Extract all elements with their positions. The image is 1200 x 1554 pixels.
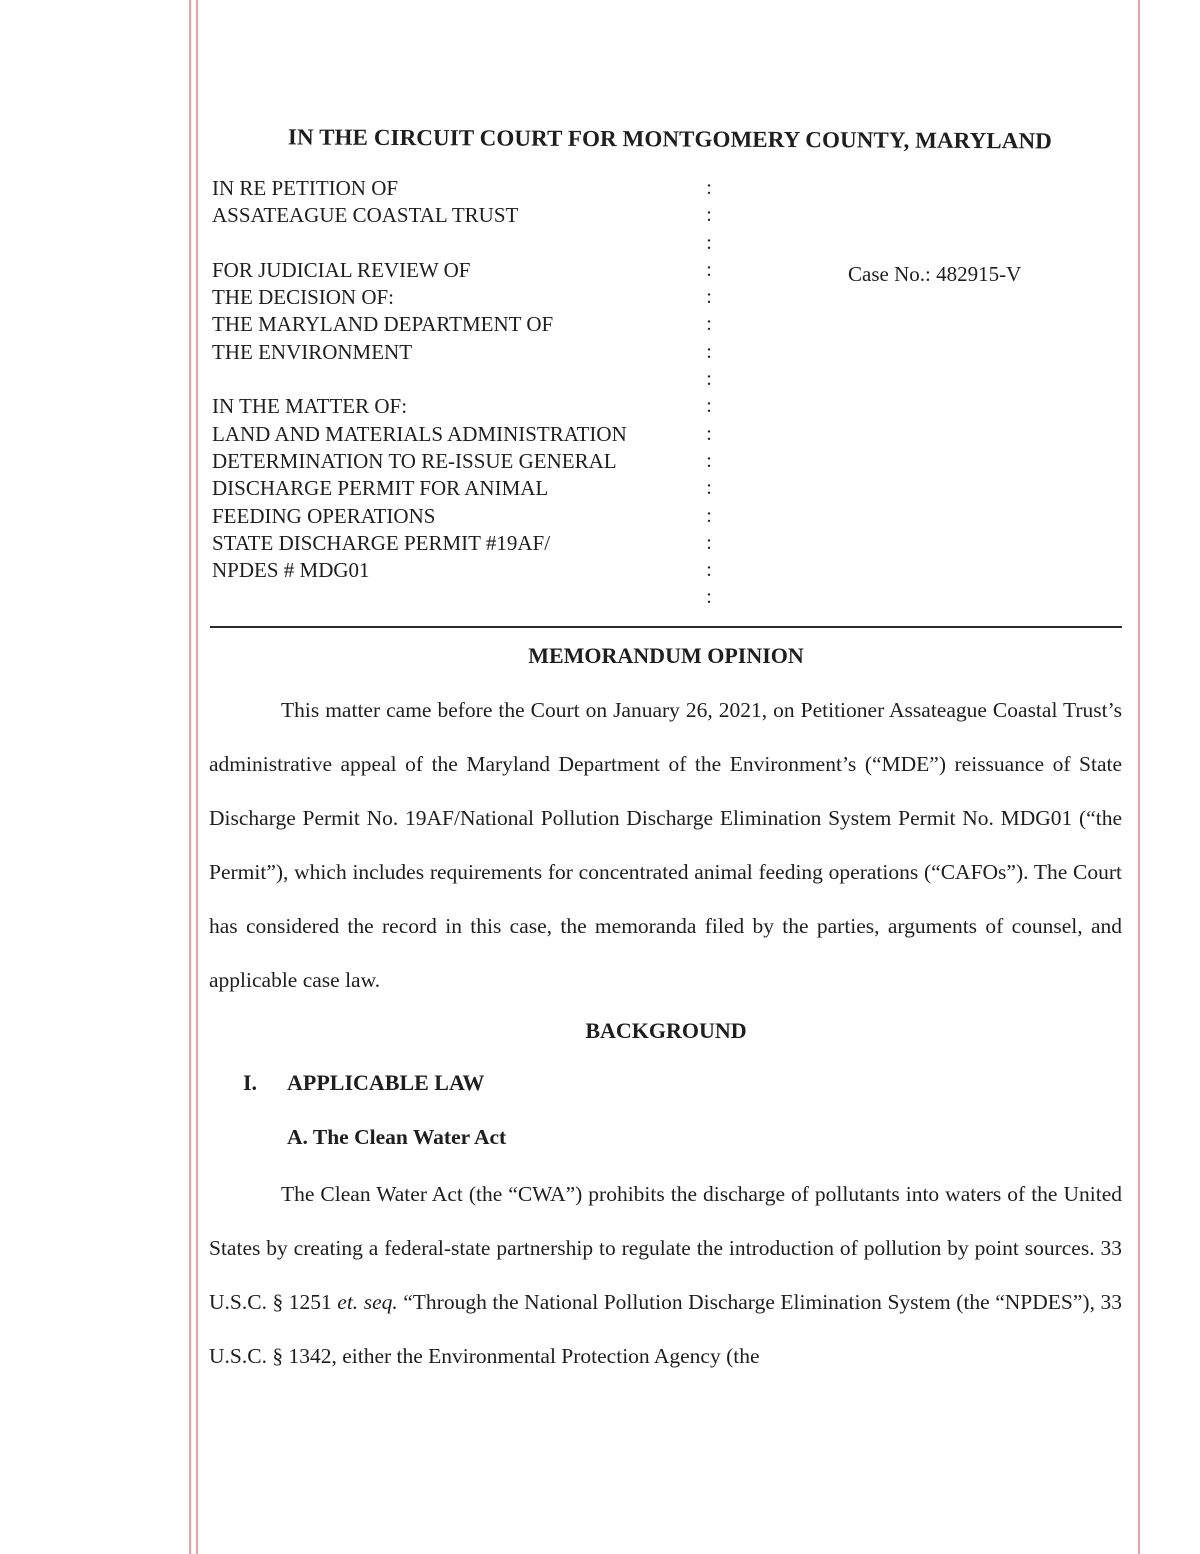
caption-colon-column bbox=[703, 175, 715, 612]
section-heading bbox=[243, 1070, 484, 1096]
caption-colon: : bbox=[706, 368, 712, 391]
memorandum-title: MEMORANDUM OPINION bbox=[528, 643, 804, 668]
background-heading: BACKGROUND bbox=[585, 1018, 747, 1043]
cwa-text-part1: The Clean Water Act (the “CWA”) prohibits the discharge of pollutants into waters of the United States by creating a federal-state partnership to regulate the introduction of pollution by point sources. 33 U.S.C. § 1251 bbox=[209, 1182, 1122, 1314]
caption-colon: : bbox=[706, 449, 712, 472]
left-margin-line-inner bbox=[196, 0, 198, 1554]
caption-colon: : bbox=[706, 258, 712, 281]
court-title: IN THE CIRCUIT COURT FOR MONTGOMERY COUNTY, MARYLAND bbox=[287, 124, 1052, 154]
caption-colon: : bbox=[706, 586, 712, 609]
caption-line: IN THE MATTER OF: bbox=[212, 394, 408, 419]
caption-colon: : bbox=[706, 286, 712, 309]
caption-line: DISCHARGE PERMIT FOR ANIMAL bbox=[212, 476, 549, 501]
caption-colon: : bbox=[706, 340, 712, 363]
caption-colon: : bbox=[706, 395, 712, 418]
case-caption bbox=[212, 175, 702, 584]
cwa-citation-italic: et. seq. bbox=[337, 1290, 398, 1314]
caption-colon: : bbox=[706, 231, 712, 254]
caption-spacer bbox=[212, 366, 702, 393]
caption-line: DETERMINATION TO RE-ISSUE GENERAL bbox=[212, 448, 617, 473]
caption-spacer bbox=[212, 230, 702, 257]
caption-line: THE ENVIRONMENT bbox=[212, 339, 413, 364]
caption-colon: : bbox=[706, 204, 712, 227]
caption-colon: : bbox=[706, 477, 712, 500]
caption-colon: : bbox=[706, 422, 712, 445]
caption-colon: : bbox=[706, 313, 712, 336]
intro-paragraph: This matter came before the Court on January 26, 2021, on Petitioner Assateague Coastal Trust’s administrative appeal of the Maryland Department of the Environment’s (“MDE”) reissuance of State Discharge Permit No. 19AF/National Pollution Discharge Elimination System Permit No. MDG01 (“the Permit”), which includes requirements for concentrated animal feeding operations (“CAFOs”). The Court has considered the record in this case, the memoranda filed by the parties, arguments of counsel, and applicable case law. bbox=[209, 698, 1122, 992]
right-margin-line bbox=[1138, 0, 1140, 1554]
case-number: Case No.: 482915-V bbox=[848, 262, 1022, 286]
section-title: APPLICABLE LAW bbox=[287, 1070, 485, 1095]
caption-line: FOR JUDICIAL REVIEW OF bbox=[212, 257, 471, 282]
caption-line: THE MARYLAND DEPARTMENT OF bbox=[212, 312, 554, 337]
cwa-text-part2: “Through the National Pollution Discharge Elimination System (the “NPDES”), 33 U.S.C. § 1342, either the Environmental Protection Agency (the bbox=[209, 1290, 1122, 1368]
section-number: I. bbox=[243, 1070, 258, 1095]
caption-line: IN RE PETITION OF bbox=[212, 176, 399, 200]
cwa-paragraph bbox=[209, 1167, 1122, 1383]
caption-divider bbox=[210, 626, 1122, 628]
caption-line: LAND AND MATERIALS ADMINISTRATION bbox=[212, 421, 627, 446]
caption-line: ASSATEAGUE COASTAL TRUST bbox=[212, 203, 519, 228]
caption-colon: : bbox=[706, 531, 712, 554]
caption-line: NPDES # MDG01 bbox=[212, 558, 370, 583]
caption-colon: : bbox=[706, 559, 712, 582]
subsection-heading: A. The Clean Water Act bbox=[287, 1125, 507, 1149]
caption-colon: : bbox=[706, 504, 712, 527]
left-margin-line-outer bbox=[189, 0, 191, 1554]
caption-line: THE DECISION OF: bbox=[212, 285, 394, 310]
caption-line: STATE DISCHARGE PERMIT #19AF/ bbox=[212, 530, 551, 555]
caption-line: FEEDING OPERATIONS bbox=[212, 503, 436, 528]
caption-colon: : bbox=[706, 177, 712, 199]
